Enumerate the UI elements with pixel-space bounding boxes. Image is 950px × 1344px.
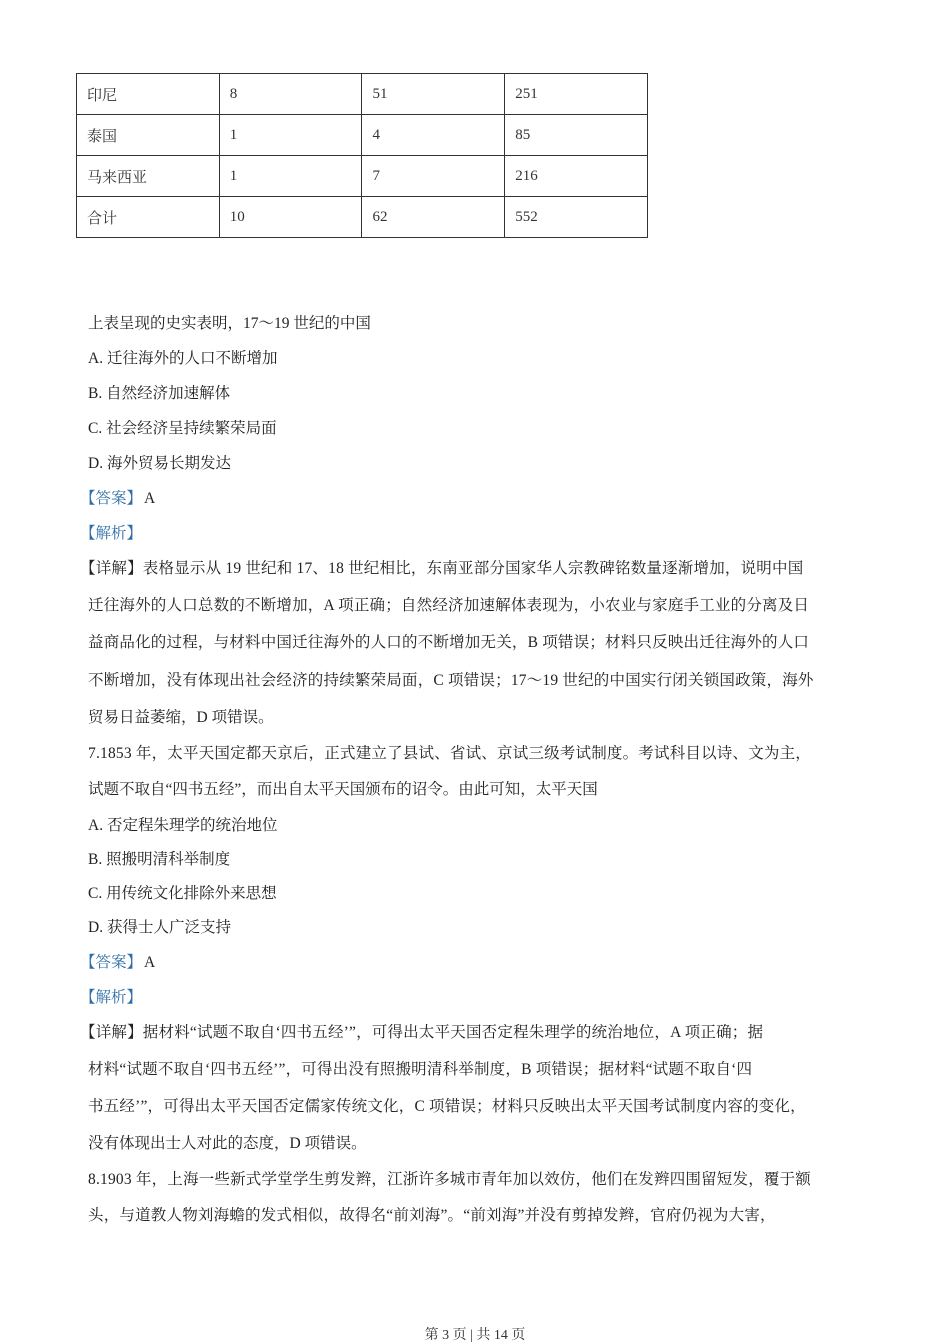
table-cell: 10 [219,197,362,238]
q7-stem-line: 7.1853 年，太平天国定都天京后，正式建立了县试、省试、京试三级考试制度。考试科目以诗、文为主， [88,745,812,762]
q7-stem-line: 试题不取自“四书五经”，而出自太平天国颁布的诏令。由此可知，太平天国 [88,781,598,798]
table-row-total [77,197,648,238]
table-cell: 印尼 [77,74,220,115]
q7-option-a: A. 否定程朱理学的统治地位 [88,817,278,834]
table-cell: 泰国 [77,115,220,156]
q7-answer [80,953,155,973]
table-row [77,156,648,197]
q7-option-b: B. 照搬明清科举制度 [88,851,231,868]
q7-option-c: C. 用传统文化排除外来思想 [88,885,277,902]
q7-detail-line: 【详解】据材料“试题不取自‘四书五经’”，可得出太平天国否定程朱理学的统治地位，A 项正确；据 [80,1024,764,1041]
table-cell: 8 [219,74,362,115]
page-footer: 第 3 页 | 共 14 页 [424,1328,526,1343]
q6-option-d: D. 海外贸易长期发达 [88,455,231,472]
q6-option-a: A. 迁往海外的人口不断增加 [88,350,278,367]
q8-stem-line: 8.1903 年，上海一些新式学堂学生剪发辫，江浙许多城市青年加以效仿，他们在发辫四围留短发，覆于额 [88,1171,812,1188]
q7-detail-line: 书五经’”，可得出太平天国否定儒家传统文化，C 项错误；材料只反映出太平天国考试制度内容的变化， [88,1098,806,1115]
table-cell: 251 [505,74,648,115]
table-cell: 马来西亚 [77,156,220,197]
q6-answer [80,489,155,509]
q6-option-c: C. 社会经济呈持续繁荣局面 [88,420,277,437]
data-table [76,73,648,238]
answer-label: 【答案】 [80,954,143,971]
q6-detail-line: 不断增加，没有体现出社会经济的持续繁荣局面，C 项错误；17～19 世纪的中国实行闭关锁国政策，海外 [88,672,814,689]
table-row [77,115,648,156]
q6-detail-line: 迁往海外的人口总数的不断增加，A 项正确；自然经济加速解体表现为，小农业与家庭手工业的分离及日 [88,597,810,614]
answer-label: 【答案】 [80,490,143,507]
table-cell: 4 [362,115,505,156]
table-cell: 1 [219,115,362,156]
q6-detail-line: 益商品化的过程，与材料中国迁往海外的人口的不断增加无关，B 项错误；材料只反映出迁往海外的人口 [88,634,810,651]
answer-value: A [144,490,156,507]
q6-analysis [80,524,142,544]
q7-detail-line: 没有体现出士人对此的态度，D 项错误。 [88,1135,367,1152]
q6-stem: 上表呈现的史实表明，17～19 世纪的中国 [88,315,371,332]
table-cell: 62 [362,197,505,238]
q7-detail-line: 材料“试题不取自‘四书五经’”，可得出没有照搬明清科举制度，B 项错误；据材料“试题不取自‘四 [88,1061,753,1078]
analysis-label: 【解析】 [80,525,143,542]
q6-option-b: B. 自然经济加速解体 [88,385,231,402]
q6-detail-line: 【详解】表格显示从 19 世纪和 17、18 世纪相比，东南亚部分国家华人宗教碑铭数量逐渐增加，说明中国 [80,560,804,577]
answer-value: A [144,954,156,971]
q6-detail-line: 贸易日益萎缩，D 项错误。 [88,709,274,726]
table-cell: 合计 [77,197,220,238]
q7-analysis [80,988,142,1008]
q8-stem-line: 头，与道教人物刘海蟾的发式相似，故得名“前刘海”。“前刘海”并没有剪掉发辫，官府仍视为大害， [88,1207,776,1224]
analysis-label: 【解析】 [80,989,143,1006]
q7-option-d: D. 获得士人广泛支持 [88,919,231,936]
table-cell: 51 [362,74,505,115]
table-cell: 216 [505,156,648,197]
table-row [77,74,648,115]
table-cell: 552 [505,197,648,238]
table-cell: 1 [219,156,362,197]
table-cell: 85 [505,115,648,156]
table-cell: 7 [362,156,505,197]
